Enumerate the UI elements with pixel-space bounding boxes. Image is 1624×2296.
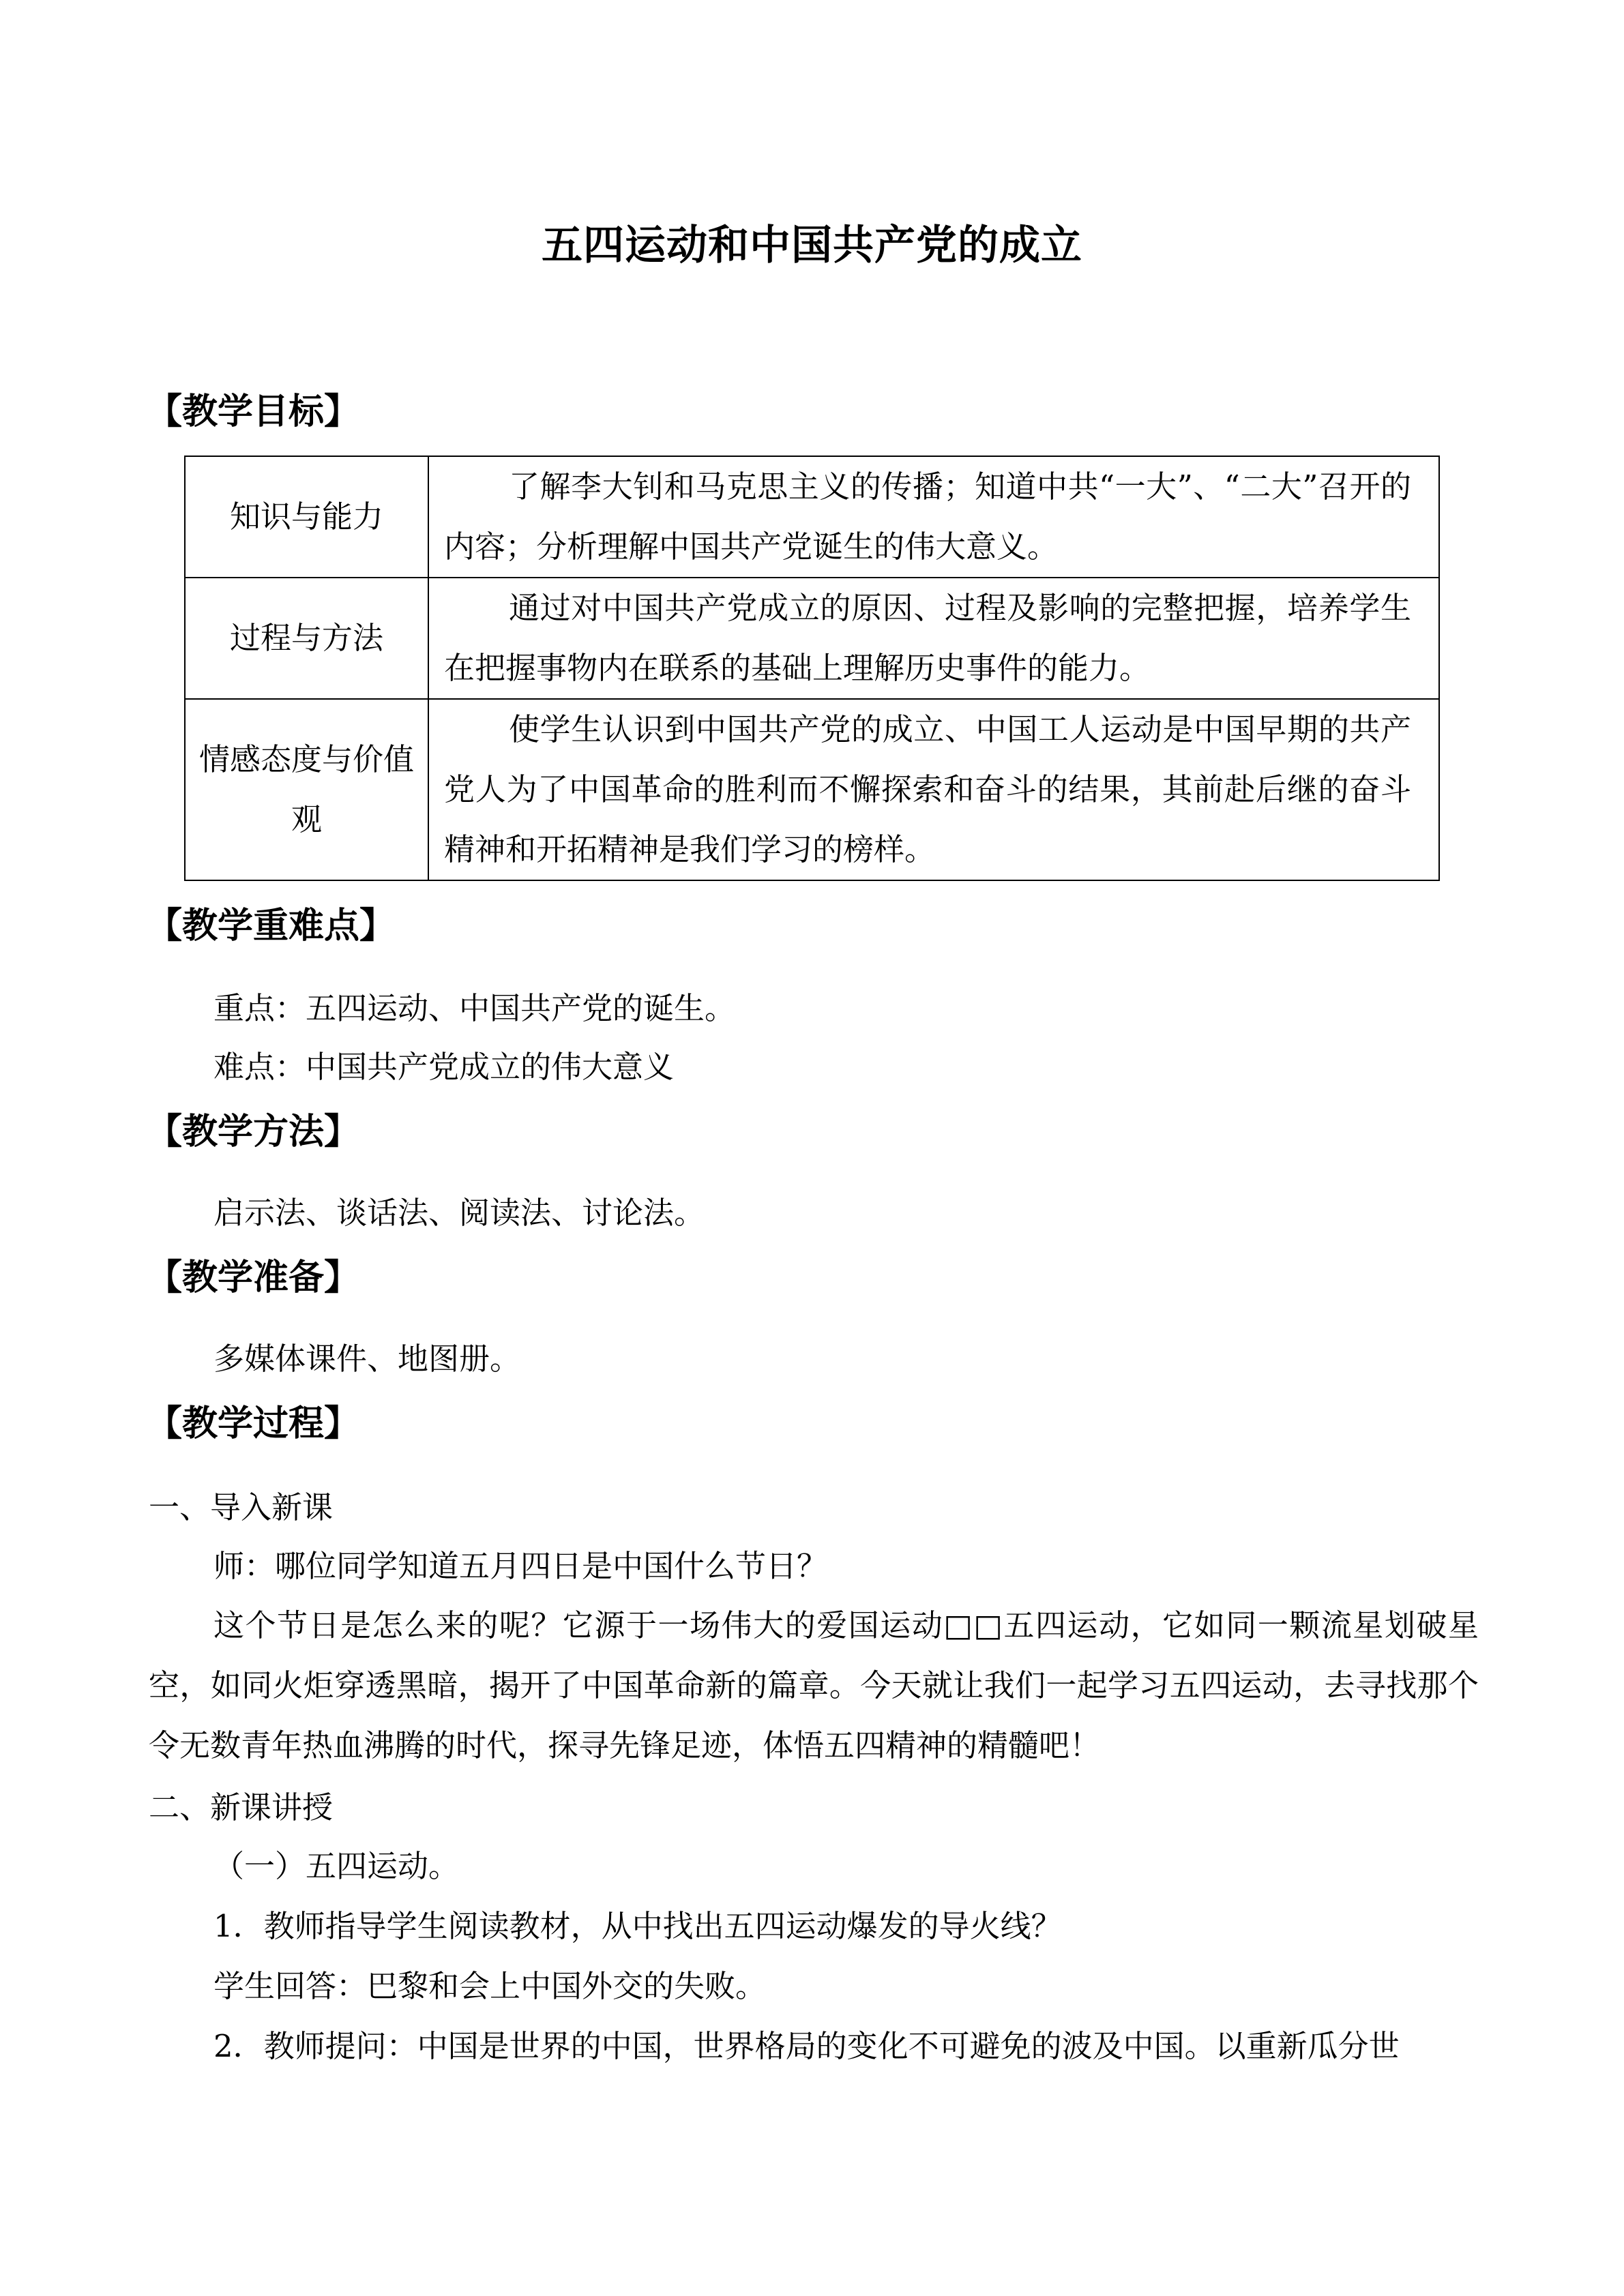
teaching-goals-table [184,456,1440,881]
goal-label: 知识与能力 [185,456,428,578]
difficult-point-text: 难点：中国共产党成立的伟大意义 [213,1049,675,1085]
goal-label: 情感态度与价值观 [185,699,428,880]
teaching-preparation-heading: 【教学准备】 [147,1257,360,1298]
document-title: 五四运动和中国共产党的成立 [542,222,1082,269]
teaching-methods-text: 启示法、谈话法、阅读法、讨论法。 [213,1195,705,1231]
key-points-heading: 【教学重难点】 [147,905,396,946]
teaching-methods-heading: 【教学方法】 [147,1111,360,1152]
table-row [185,699,1439,880]
intro-paragraph: 这个节日是怎么来的呢？它源于一场伟大的爱国运动□□五四运动，它如同一颗流星划破星空，如同火炬穿透黑暗，揭开了中国革命新的篇章。今天就让我们一起学习五四运动，去寻找那个令无数青年热血沸腾的时代，探寻先锋足迹，体悟五四精神的精髓吧！ [149,1607,1479,1763]
goal-content: 了解李大钊和马克思主义的传播；知道中共“一大”、“二大”召开的内容；分析理解中国共产党诞生的伟大意义。 [428,456,1439,578]
teaching-goals-heading: 【教学目标】 [147,391,360,432]
table-row [185,456,1439,578]
teaching-process-heading: 【教学过程】 [147,1403,360,1444]
key-point-text: 重点：五四运动、中国共产党的诞生。 [213,990,736,1026]
subsection-title: （一）五四运动。 [213,1848,460,1884]
goal-content: 通过对中国共产党成立的原因、过程及影响的完整把握，培养学生在把握事物内在联系的基础上理解历史事件的能力。 [428,578,1439,699]
lesson-item: 2．教师提问：中国是世界的中国，世界格局的变化不可避免的波及中国。以重新瓜分世 [213,2028,1400,2064]
table-row [185,578,1439,699]
lesson-item: 1．教师指导学生阅读教材，从中找出五四运动爆发的导火线？ [213,1908,1062,1944]
student-answer: 学生回答：巴黎和会上中国外交的失败。 [213,1968,767,2004]
step-intro-title: 一、导入新课 [149,1489,334,1525]
teaching-preparation-text: 多媒体课件、地图册。 [213,1341,521,1377]
goal-content: 使学生认识到中国共产党的成立、中国工人运动是中国早期的共产党人为了中国革命的胜利而不懈探索和奋斗的结果，其前赴后继的奋斗精神和开拓精神是我们学习的榜样。 [428,699,1439,880]
goal-label: 过程与方法 [185,578,428,699]
teacher-question: 师：哪位同学知道五月四日是中国什么节日？ [213,1548,828,1584]
step-new-lesson-title: 二、新课讲授 [149,1789,334,1825]
